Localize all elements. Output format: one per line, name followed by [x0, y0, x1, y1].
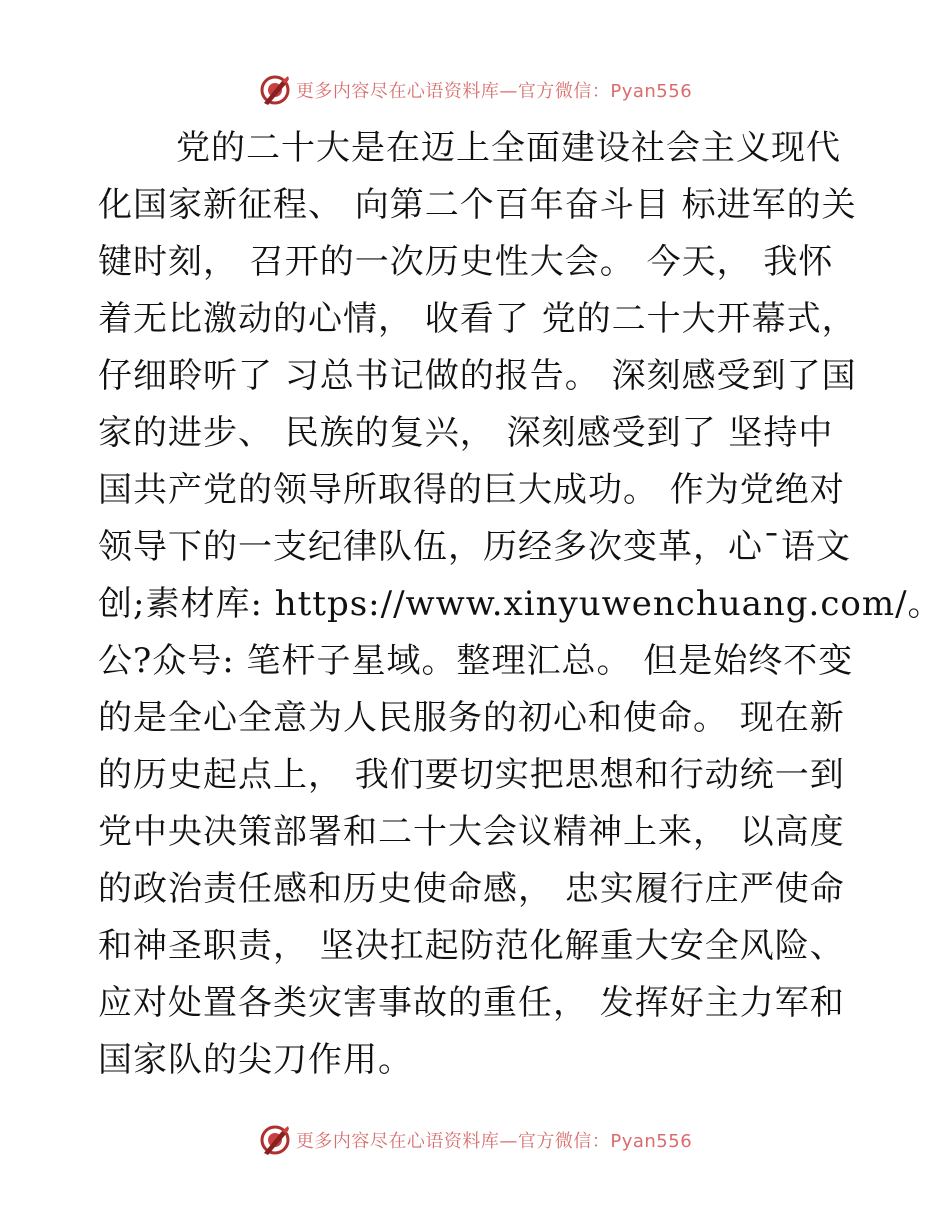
- wechat-handle: Pyan556: [610, 1131, 693, 1152]
- text-line: 的是全心全意为人民服务的初心和使命。 现在新: [98, 698, 845, 738]
- text-line: 应对处置各类灾害事故的重任， 发挥好主力军和: [98, 983, 845, 1023]
- text-line: 的政治责任感和历史使命感， 忠实履行庄严使命: [98, 869, 845, 909]
- footer-banner: [0, 1120, 950, 1160]
- text-line: 国家队的尖刀作用。: [98, 1040, 413, 1080]
- header-banner: [0, 70, 950, 110]
- text-line: 创;素材库: https://www.xinyuwenchuang.com/。: [98, 584, 943, 624]
- pen-seal-logo-icon: [258, 73, 292, 107]
- document-body: [98, 120, 943, 1089]
- text-line: 着无比激动的心情， 收看了 党的二十大开幕式，: [98, 299, 857, 339]
- text-line: 国共产党的领导所取得的巨大成功。 作为党绝对: [98, 470, 845, 510]
- text-line: 家的进步、 民族的复兴， 深刻感受到了 坚持中: [98, 413, 834, 453]
- text-line: 和神圣职责， 坚决扛起防范化解重大安全风险、: [98, 926, 845, 966]
- text-line: 化国家新征程、 向第二个百年奋斗目 标进军的关: [98, 185, 857, 225]
- pen-seal-logo-icon: [258, 1123, 292, 1157]
- text-line: 仔细聆听了 习总书记做的报告。 深刻感受到了国: [98, 356, 857, 396]
- text-line: 键时刻， 召开的一次历史性大会。 今天， 我怀: [98, 242, 834, 282]
- footer-banner-text: 更多内容尽在心语资料库—官方微信：Pyan556: [295, 1131, 693, 1152]
- text-line: 党的二十大是在迈上全面建设社会主义现代: [176, 128, 841, 168]
- wechat-handle: Pyan556: [610, 81, 693, 102]
- text-line: 的历史起点上， 我们要切实把思想和行动统一到: [98, 755, 845, 795]
- text-line: 公?众号: 笔杆子星域。整理汇总。 但是始终不变: [98, 641, 854, 681]
- text-line: 党中央决策部署和二十大会议精神上来， 以高度: [98, 812, 845, 852]
- text-line: 领导下的一支纪律队伍，历经多次变革，心¯语文: [98, 527, 851, 567]
- header-banner-text: 更多内容尽在心语资料库—官方微信：Pyan556: [295, 81, 693, 102]
